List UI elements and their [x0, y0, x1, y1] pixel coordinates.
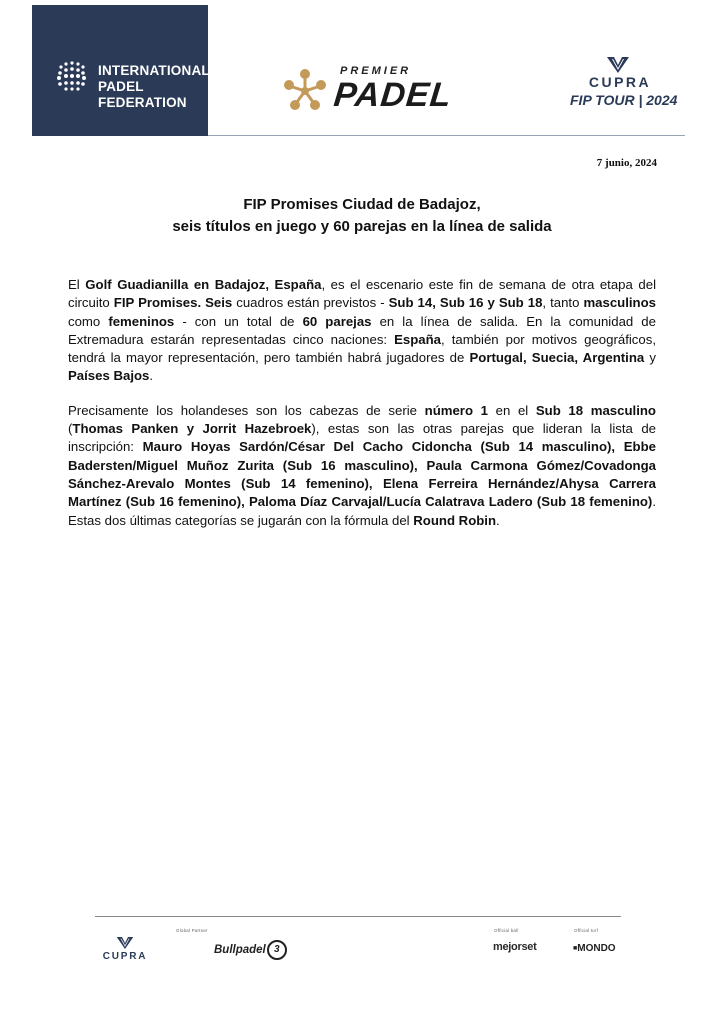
fip-line-3: FEDERATION [98, 95, 187, 110]
bold-text: número 1 [424, 402, 488, 418]
header-divider [208, 135, 685, 136]
official-turf-label: Official turf [574, 928, 599, 933]
premier-label: PREMIER [340, 65, 412, 77]
body-text: . [149, 368, 154, 384]
cupra-mark-icon [116, 936, 134, 950]
bold-text: masculinos [583, 295, 656, 311]
bullpadel-logo [214, 940, 287, 960]
body-text: , tanto [542, 295, 584, 311]
body-text: , es el escenario este fin de semana de otra etapa del circuito [68, 277, 656, 311]
title-line-2: seis títulos en juego y 60 parejas en la línea de salida [172, 218, 552, 235]
body-text: . Estas dos últimas categorías se jugarán con la fórmula del [68, 494, 656, 528]
bold-text: FIP Promises. Seis [113, 295, 233, 311]
bold-text: femeninos [108, 313, 175, 329]
cupra-sponsor-logo [94, 936, 156, 980]
fip-line-1: INTERNATIONAL [98, 63, 210, 78]
document-header [0, 0, 724, 140]
bold-text: Thomas Panken y Jorrit Hazebroek [72, 421, 312, 437]
bold-text: 60 parejas [302, 313, 372, 329]
cupra-sponsor-wordmark: CUPRA [102, 951, 148, 962]
body-text: - con un total de [174, 313, 303, 329]
title-line-1: FIP Promises Ciudad de Badajoz, [243, 196, 481, 213]
bold-text: España [394, 331, 442, 347]
bold-text: Mauro Hoyas Sardón/César Del Cacho Cidoncha (Sub 14 masculino), Ebbe Badersten/Miguel Muñoz Zurita (Sub 16 masculino), Paula Carmona Gómez/Covadonga Sánchez-Arevalo Montes (Sub 14 femenino), Elena Ferreira Hernández/Ahysa Carrera Martínez (Sub 16 femenino), Paloma Díaz Carvajal/Lucía Calatrava Ladero (Sub 18 femenino) [68, 439, 656, 510]
body-text: El [68, 277, 86, 292]
body-text: como [68, 313, 109, 329]
partner-label: Global Partner [176, 928, 208, 933]
body-paragraph [68, 276, 656, 386]
body-text: ( [68, 421, 73, 437]
fip-wordmark [98, 63, 210, 111]
padel-ball-icon [52, 57, 92, 97]
bold-text: Portugal, Suecia, Argentina [469, 350, 645, 366]
body-text: cuadros están previstos - [232, 295, 389, 311]
body-text: en la línea de salida. En la comunidad de Extremadura estarán representadas cinco naciones: [68, 313, 656, 347]
premier-padel-logo [282, 62, 482, 118]
cupra-wordmark: CUPRA [588, 74, 652, 90]
document-body [68, 276, 656, 546]
premier-star-icon [282, 68, 328, 114]
body-text: . [496, 512, 500, 528]
document-title [0, 194, 724, 238]
bold-text: Golf Guadianilla en Badajoz, España [85, 277, 322, 292]
bold-text: Sub 14, Sub 16 y Sub 18 [388, 295, 543, 311]
official-ball-label: Official ball [494, 928, 519, 933]
mejorset-logo: mejorset [493, 941, 537, 953]
body-text: Precisamente los holandeses son los cabezas de serie [68, 402, 425, 418]
cupra-fip-tour-logo [570, 56, 678, 116]
bullpadel-mark: 3 [267, 940, 287, 960]
footer-divider [95, 916, 621, 917]
bold-text: Round Robin [413, 512, 497, 528]
body-text: ), estas son las otras parejas que lideran la lista de inscripción: [68, 421, 656, 455]
fip-line-2: PADEL [98, 79, 144, 94]
fip-tour-label: FIP TOUR | 2024 [570, 92, 678, 108]
document-date: 7 junio, 2024 [596, 157, 657, 169]
body-paragraph [68, 402, 656, 530]
bullpadel-wordmark: Bullpadel [214, 944, 266, 957]
cupra-mark-icon [606, 56, 630, 74]
mondo-wordmark: MONDO [577, 943, 616, 954]
sponsors-footer [0, 912, 724, 992]
mondo-logo: ■MONDO [573, 943, 616, 954]
fip-logo [32, 5, 208, 136]
body-text: , también por motivos geográficos, tendrá la mayor representación, pero también habrá jugadores de [68, 331, 656, 366]
body-text: en el [487, 402, 536, 418]
padel-label: PADEL [332, 76, 454, 114]
bold-text: Sub 18 masculino [535, 402, 656, 418]
body-text: y [644, 350, 656, 366]
bold-text: Países Bajos [68, 368, 150, 384]
